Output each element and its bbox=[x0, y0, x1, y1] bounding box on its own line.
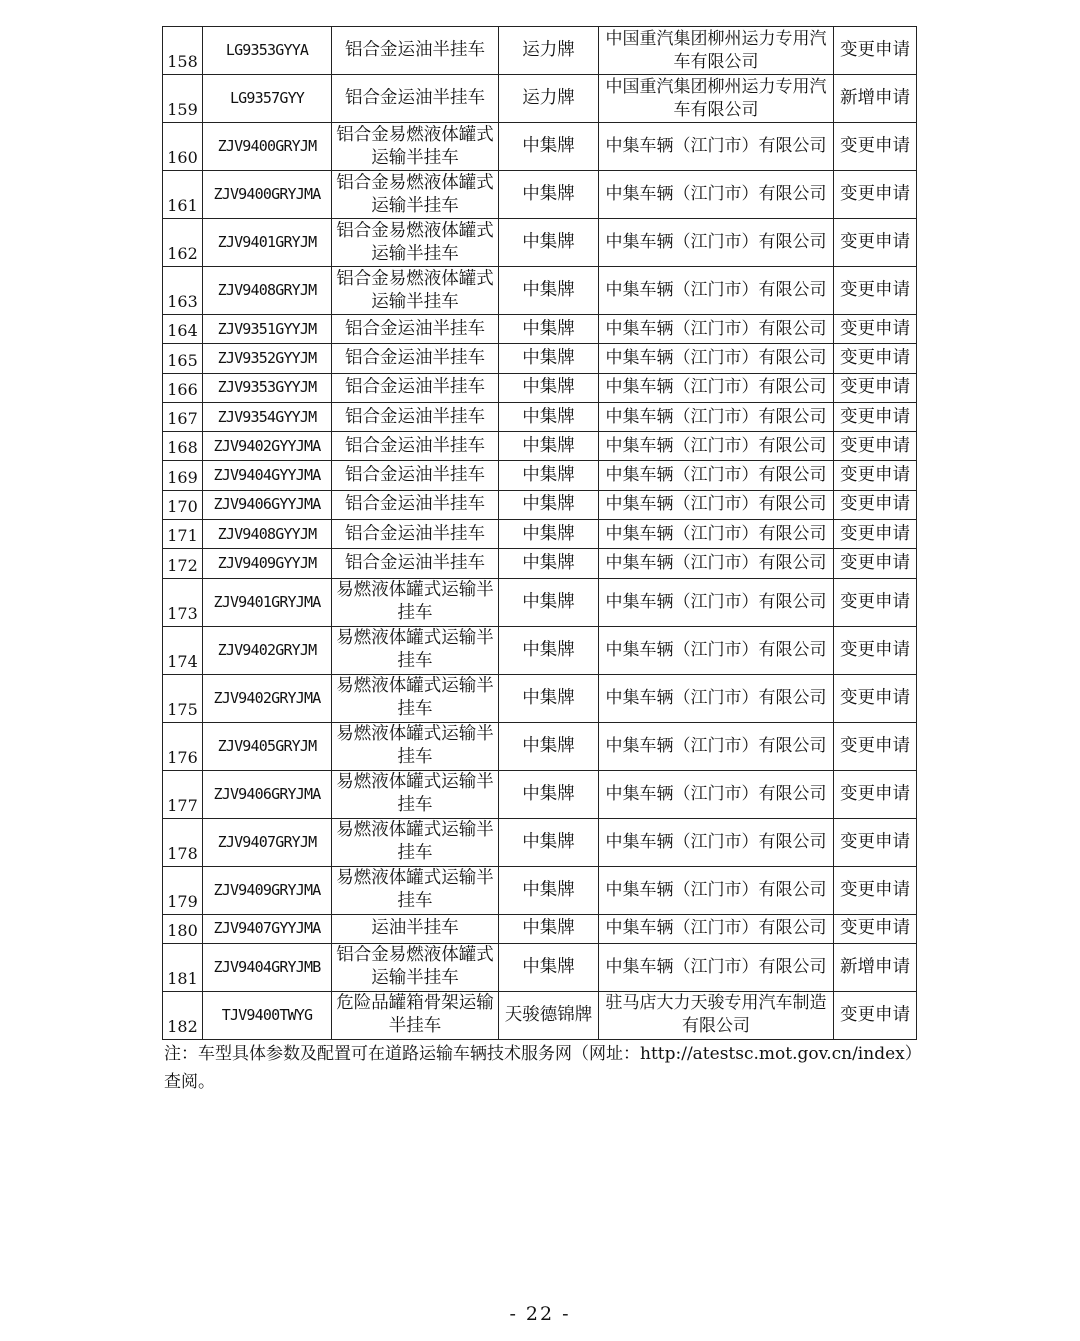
cell-manufacturer: 中国重汽集团柳州运力专用汽车有限公司 bbox=[599, 27, 834, 75]
cell-brand: 中集牌 bbox=[499, 549, 599, 578]
cell-brand: 中集牌 bbox=[499, 626, 599, 674]
cell-manufacturer: 中集车辆（江门市）有限公司 bbox=[599, 315, 834, 344]
cell-number: 162 bbox=[163, 219, 203, 267]
cell-number: 182 bbox=[163, 991, 203, 1039]
cell-brand: 中集牌 bbox=[499, 461, 599, 490]
cell-number: 179 bbox=[163, 866, 203, 914]
cell-manufacturer: 中集车辆（江门市）有限公司 bbox=[599, 267, 834, 315]
cell-application-type: 变更申请 bbox=[834, 578, 917, 626]
table-row bbox=[163, 219, 917, 267]
cell-vehicle-name: 易燃液体罐式运输半挂车 bbox=[332, 578, 499, 626]
cell-number: 178 bbox=[163, 818, 203, 866]
cell-application-type: 变更申请 bbox=[834, 461, 917, 490]
cell-vehicle-name: 铝合金运油半挂车 bbox=[332, 520, 499, 549]
cell-brand: 运力牌 bbox=[499, 27, 599, 75]
cell-application-type: 新增申请 bbox=[834, 75, 917, 123]
cell-manufacturer: 中集车辆（江门市）有限公司 bbox=[599, 578, 834, 626]
cell-vehicle-name: 铝合金运油半挂车 bbox=[332, 432, 499, 461]
cell-number: 176 bbox=[163, 722, 203, 770]
table-row bbox=[163, 432, 917, 461]
cell-brand: 中集牌 bbox=[499, 344, 599, 373]
cell-manufacturer: 中集车辆（江门市）有限公司 bbox=[599, 490, 834, 519]
cell-application-type: 变更申请 bbox=[834, 770, 917, 818]
cell-manufacturer: 中集车辆（江门市）有限公司 bbox=[599, 626, 834, 674]
cell-vehicle-name: 铝合金易燃液体罐式运输半挂车 bbox=[332, 171, 499, 219]
cell-number: 161 bbox=[163, 171, 203, 219]
cell-manufacturer: 中国重汽集团柳州运力专用汽车有限公司 bbox=[599, 75, 834, 123]
cell-model: ZJV9407GYYJMA bbox=[203, 914, 332, 943]
cell-brand: 中集牌 bbox=[499, 722, 599, 770]
cell-manufacturer: 驻马店大力天骏专用汽车制造有限公司 bbox=[599, 991, 834, 1039]
cell-brand: 中集牌 bbox=[499, 520, 599, 549]
table-row bbox=[163, 770, 917, 818]
cell-brand: 中集牌 bbox=[499, 123, 599, 171]
cell-model: ZJV9408GYYJM bbox=[203, 520, 332, 549]
cell-application-type: 变更申请 bbox=[834, 27, 917, 75]
cell-model: ZJV9351GYYJM bbox=[203, 315, 332, 344]
cell-number: 169 bbox=[163, 461, 203, 490]
cell-vehicle-name: 铝合金易燃液体罐式运输半挂车 bbox=[332, 943, 499, 991]
cell-model: ZJV9405GRYJM bbox=[203, 722, 332, 770]
cell-vehicle-name: 铝合金运油半挂车 bbox=[332, 461, 499, 490]
cell-model: ZJV9404GRYJMB bbox=[203, 943, 332, 991]
cell-brand: 中集牌 bbox=[499, 866, 599, 914]
cell-manufacturer: 中集车辆（江门市）有限公司 bbox=[599, 914, 834, 943]
cell-application-type: 变更申请 bbox=[834, 171, 917, 219]
cell-manufacturer: 中集车辆（江门市）有限公司 bbox=[599, 171, 834, 219]
cell-brand: 中集牌 bbox=[499, 402, 599, 431]
cell-number: 171 bbox=[163, 520, 203, 549]
cell-application-type: 变更申请 bbox=[834, 344, 917, 373]
cell-vehicle-name: 易燃液体罐式运输半挂车 bbox=[332, 722, 499, 770]
cell-model: ZJV9400GRYJM bbox=[203, 123, 332, 171]
vehicle-model-table bbox=[162, 26, 917, 1040]
cell-application-type: 变更申请 bbox=[834, 123, 917, 171]
cell-application-type: 变更申请 bbox=[834, 373, 917, 402]
cell-application-type: 变更申请 bbox=[834, 520, 917, 549]
cell-manufacturer: 中集车辆（江门市）有限公司 bbox=[599, 674, 834, 722]
cell-manufacturer: 中集车辆（江门市）有限公司 bbox=[599, 722, 834, 770]
cell-brand: 中集牌 bbox=[499, 267, 599, 315]
cell-vehicle-name: 铝合金易燃液体罐式运输半挂车 bbox=[332, 123, 499, 171]
table-row bbox=[163, 373, 917, 402]
cell-vehicle-name: 铝合金运油半挂车 bbox=[332, 402, 499, 431]
table-row bbox=[163, 171, 917, 219]
cell-model: ZJV9402GYYJMA bbox=[203, 432, 332, 461]
cell-vehicle-name: 易燃液体罐式运输半挂车 bbox=[332, 674, 499, 722]
cell-application-type: 变更申请 bbox=[834, 432, 917, 461]
cell-manufacturer: 中集车辆（江门市）有限公司 bbox=[599, 373, 834, 402]
cell-manufacturer: 中集车辆（江门市）有限公司 bbox=[599, 432, 834, 461]
cell-brand: 中集牌 bbox=[499, 818, 599, 866]
cell-model: ZJV9407GRYJM bbox=[203, 818, 332, 866]
cell-number: 163 bbox=[163, 267, 203, 315]
cell-brand: 中集牌 bbox=[499, 770, 599, 818]
cell-application-type: 变更申请 bbox=[834, 866, 917, 914]
cell-model: ZJV9404GYYJMA bbox=[203, 461, 332, 490]
cell-manufacturer: 中集车辆（江门市）有限公司 bbox=[599, 770, 834, 818]
cell-brand: 运力牌 bbox=[499, 75, 599, 123]
cell-model: ZJV9406GYYJMA bbox=[203, 490, 332, 519]
table-row bbox=[163, 674, 917, 722]
cell-model: ZJV9406GRYJMA bbox=[203, 770, 332, 818]
table-row bbox=[163, 267, 917, 315]
cell-application-type: 变更申请 bbox=[834, 722, 917, 770]
table-row bbox=[163, 626, 917, 674]
cell-model: ZJV9354GYYJM bbox=[203, 402, 332, 431]
cell-number: 165 bbox=[163, 344, 203, 373]
cell-manufacturer: 中集车辆（江门市）有限公司 bbox=[599, 123, 834, 171]
cell-number: 180 bbox=[163, 914, 203, 943]
cell-vehicle-name: 运油半挂车 bbox=[332, 914, 499, 943]
cell-number: 159 bbox=[163, 75, 203, 123]
cell-application-type: 变更申请 bbox=[834, 674, 917, 722]
cell-vehicle-name: 易燃液体罐式运输半挂车 bbox=[332, 866, 499, 914]
cell-manufacturer: 中集车辆（江门市）有限公司 bbox=[599, 402, 834, 431]
cell-manufacturer: 中集车辆（江门市）有限公司 bbox=[599, 943, 834, 991]
table-row bbox=[163, 344, 917, 373]
cell-vehicle-name: 铝合金运油半挂车 bbox=[332, 27, 499, 75]
cell-number: 174 bbox=[163, 626, 203, 674]
cell-vehicle-name: 铝合金运油半挂车 bbox=[332, 490, 499, 519]
cell-model: ZJV9409GRYJMA bbox=[203, 866, 332, 914]
cell-application-type: 变更申请 bbox=[834, 914, 917, 943]
cell-model: ZJV9352GYYJM bbox=[203, 344, 332, 373]
cell-number: 175 bbox=[163, 674, 203, 722]
cell-vehicle-name: 铝合金运油半挂车 bbox=[332, 549, 499, 578]
cell-brand: 中集牌 bbox=[499, 315, 599, 344]
table-row bbox=[163, 315, 917, 344]
cell-vehicle-name: 易燃液体罐式运输半挂车 bbox=[332, 818, 499, 866]
table-body bbox=[163, 27, 917, 1040]
cell-brand: 中集牌 bbox=[499, 578, 599, 626]
cell-brand: 中集牌 bbox=[499, 373, 599, 402]
cell-manufacturer: 中集车辆（江门市）有限公司 bbox=[599, 818, 834, 866]
cell-vehicle-name: 易燃液体罐式运输半挂车 bbox=[332, 626, 499, 674]
cell-application-type: 新增申请 bbox=[834, 943, 917, 991]
table-row bbox=[163, 578, 917, 626]
cell-manufacturer: 中集车辆（江门市）有限公司 bbox=[599, 344, 834, 373]
table-row bbox=[163, 943, 917, 991]
cell-manufacturer: 中集车辆（江门市）有限公司 bbox=[599, 866, 834, 914]
cell-number: 181 bbox=[163, 943, 203, 991]
table-row bbox=[163, 461, 917, 490]
cell-manufacturer: 中集车辆（江门市）有限公司 bbox=[599, 520, 834, 549]
cell-manufacturer: 中集车辆（江门市）有限公司 bbox=[599, 461, 834, 490]
cell-vehicle-name: 铝合金运油半挂车 bbox=[332, 344, 499, 373]
cell-model: ZJV9401GRYJM bbox=[203, 219, 332, 267]
table-row bbox=[163, 818, 917, 866]
cell-model: ZJV9400GRYJMA bbox=[203, 171, 332, 219]
cell-application-type: 变更申请 bbox=[834, 315, 917, 344]
cell-application-type: 变更申请 bbox=[834, 490, 917, 519]
cell-model: ZJV9401GRYJMA bbox=[203, 578, 332, 626]
footnote: 注：车型具体参数及配置可在道路运输车辆技术服务网（网址：http://atestsc.mot.gov.cn/index）查阅。 bbox=[164, 1044, 922, 1092]
cell-model: ZJV9402GRYJM bbox=[203, 626, 332, 674]
cell-application-type: 变更申请 bbox=[834, 219, 917, 267]
cell-model: ZJV9353GYYJM bbox=[203, 373, 332, 402]
cell-number: 160 bbox=[163, 123, 203, 171]
cell-vehicle-name: 危险品罐箱骨架运输半挂车 bbox=[332, 991, 499, 1039]
cell-model: TJV9400TWYG bbox=[203, 991, 332, 1039]
cell-number: 177 bbox=[163, 770, 203, 818]
cell-number: 172 bbox=[163, 549, 203, 578]
cell-vehicle-name: 易燃液体罐式运输半挂车 bbox=[332, 770, 499, 818]
cell-brand: 天骏德锦牌 bbox=[499, 991, 599, 1039]
cell-number: 168 bbox=[163, 432, 203, 461]
cell-manufacturer: 中集车辆（江门市）有限公司 bbox=[599, 219, 834, 267]
cell-vehicle-name: 铝合金运油半挂车 bbox=[332, 373, 499, 402]
table-row bbox=[163, 549, 917, 578]
cell-vehicle-name: 铝合金易燃液体罐式运输半挂车 bbox=[332, 219, 499, 267]
cell-brand: 中集牌 bbox=[499, 490, 599, 519]
cell-manufacturer: 中集车辆（江门市）有限公司 bbox=[599, 549, 834, 578]
cell-number: 173 bbox=[163, 578, 203, 626]
cell-vehicle-name: 铝合金易燃液体罐式运输半挂车 bbox=[332, 267, 499, 315]
cell-number: 164 bbox=[163, 315, 203, 344]
cell-brand: 中集牌 bbox=[499, 219, 599, 267]
cell-brand: 中集牌 bbox=[499, 171, 599, 219]
cell-brand: 中集牌 bbox=[499, 674, 599, 722]
cell-brand: 中集牌 bbox=[499, 432, 599, 461]
cell-vehicle-name: 铝合金运油半挂车 bbox=[332, 315, 499, 344]
table-row bbox=[163, 75, 917, 123]
table-row bbox=[163, 914, 917, 943]
cell-number: 158 bbox=[163, 27, 203, 75]
table-row bbox=[163, 520, 917, 549]
cell-application-type: 变更申请 bbox=[834, 402, 917, 431]
cell-number: 170 bbox=[163, 490, 203, 519]
cell-application-type: 变更申请 bbox=[834, 267, 917, 315]
table-row bbox=[163, 866, 917, 914]
table-row bbox=[163, 402, 917, 431]
cell-application-type: 变更申请 bbox=[834, 549, 917, 578]
cell-application-type: 变更申请 bbox=[834, 626, 917, 674]
cell-brand: 中集牌 bbox=[499, 943, 599, 991]
table-row bbox=[163, 722, 917, 770]
cell-model: LG9357GYY bbox=[203, 75, 332, 123]
table-row bbox=[163, 991, 917, 1039]
cell-model: ZJV9409GYYJM bbox=[203, 549, 332, 578]
table-row bbox=[163, 490, 917, 519]
cell-vehicle-name: 铝合金运油半挂车 bbox=[332, 75, 499, 123]
page-number: - 22 - bbox=[509, 1303, 571, 1325]
cell-model: LG9353GYYA bbox=[203, 27, 332, 75]
table-row bbox=[163, 27, 917, 75]
cell-number: 166 bbox=[163, 373, 203, 402]
cell-brand: 中集牌 bbox=[499, 914, 599, 943]
table-row bbox=[163, 123, 917, 171]
cell-application-type: 变更申请 bbox=[834, 991, 917, 1039]
cell-model: ZJV9402GRYJMA bbox=[203, 674, 332, 722]
cell-application-type: 变更申请 bbox=[834, 818, 917, 866]
cell-number: 167 bbox=[163, 402, 203, 431]
cell-model: ZJV9408GRYJM bbox=[203, 267, 332, 315]
